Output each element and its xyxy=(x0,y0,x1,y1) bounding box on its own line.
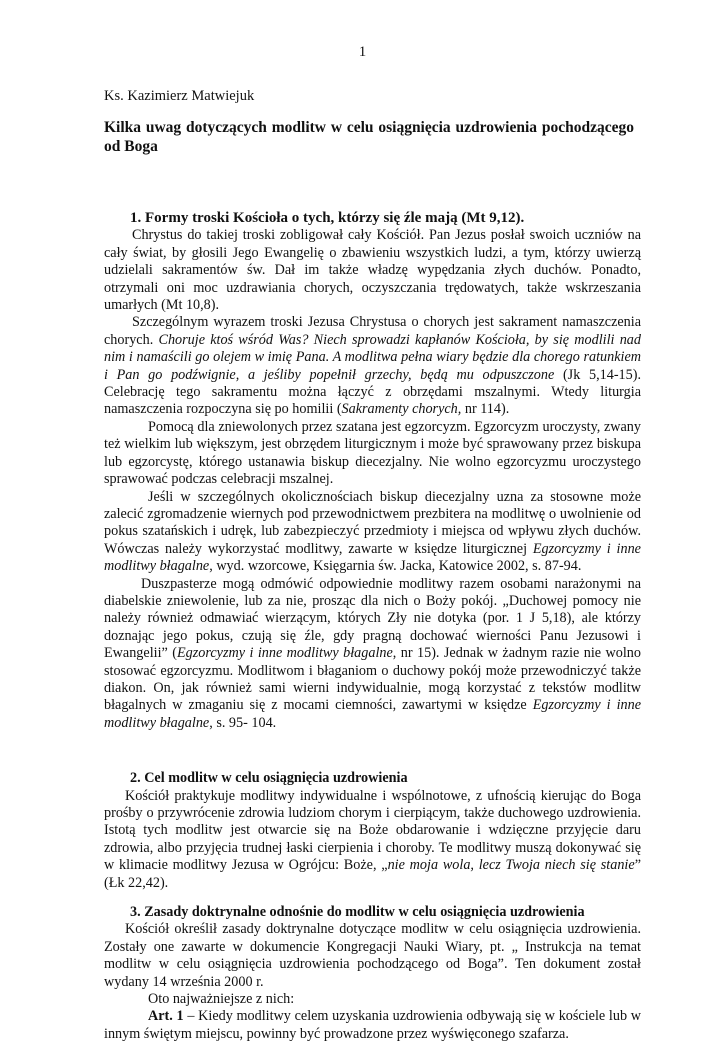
spacer xyxy=(104,732,641,770)
section-1-paragraph-5 xyxy=(104,576,641,733)
text-run: Kościół praktykuje modlitwy indywidualne i wspólnotowe, z ufnością kierując do Boga prośby o przywrócenie zdrowia ludziom chorym i cierpiącym, także duchowego uzdrowienia. Istotą tych modlitw jest otwarcie się na Boże obdarowanie i wdzięczne przyjęcie daru zdrowia, albo przyjęcia trudnej łaski cierpienia i choroby. Te modlitwy muszą dokonywać się w klimacie modlitwy Jezusa w Ogrójcu: Boże, „ xyxy=(104,787,641,874)
text-run: ” (Łk 22,42). xyxy=(104,857,641,891)
text-run: Szczególnym wyrazem troski Jezusa Chrystusa o chorych jest sakrament namaszczenia chorych. xyxy=(104,314,641,348)
section-1-heading: 1. Formy troski Kościoła o tych, którzy się źle mają (Mt 9,12). xyxy=(130,210,525,226)
quote-run: Choruje ktoś wśród Was? Niech sprowadzi kapłanów Kościoła, by się modlili nad nim i namaścili go olejem w imię Pana. A modlitwa pełna wiary będzie dla chorego ratunkiem i Pan go podźwignie, a jeśliby popełnił grzechy, będą mu odpuszczone xyxy=(104,331,641,383)
document-title: Kilka uwag dotyczących modlitw w celu osiągnięcia uzdrowienia pochodzącego od Boga xyxy=(104,119,634,155)
document-body xyxy=(104,210,641,1043)
author-name: Ks. Kazimierz Matwiejuk xyxy=(104,88,255,104)
article-label: Art. 1 xyxy=(148,1008,184,1025)
section-1-paragraph-2 xyxy=(104,314,641,418)
section-1-paragraph-3: Pomocą dla zniewolonych przez szatana jest egzorcyzm. Egzorcyzm uroczysty, zwany też wielkim lub większym, jest obrzędem liturgicznym i może być sprawowany przez biskupa lub egzorcystę, którego ustanawia biskup diecezjalny. Nie wolno egzorcyzmu uroczystego sprawować podczas celebracji mszalnej. xyxy=(104,418,641,488)
quote-run: nie moja wola, lecz Twoja niech się stanie xyxy=(387,857,635,874)
text-run: Jeśli w szczególnych okolicznościach biskup diecezjalny uzna za stosowne może zalecić zgromadzenie wiernych pod przewodnictwem prezbitera na modlitwę o uwolnienie od pokus szatańskich i udręk, lub zabezpieczyć przedmioty i miejsca od wpływu złych duchów. Wówczas należy wykorzystać modlitwy, zawarte w księdze liturgicznej xyxy=(104,488,641,557)
text-run: , wyd. wzorcowe, Księgarnia św. Jacka, Katowice 2002, s. 87-94. xyxy=(209,558,582,575)
text-run: nr 114). xyxy=(461,401,510,418)
section-2-heading: 2. Cel modlitw w celu osiągnięcia uzdrowienia xyxy=(130,770,408,787)
section-1-paragraph-1: Chrystus do takiej troski zobligował cały Kościół. Pan Jezus posłał swoich uczniów na cały świat, by głosili Jego Ewangelię o zbawieniu wszystkich ludzi, a tym, którzy uwierzą udzielali sakramentów św. Dał im także władzę wypędzania złych duchów. Ponadto, otrzymali oni moc uzdrawiania chorych, oczyszczania trędowatych, także wskrzeszania umarłych (Mt 10,8). xyxy=(104,227,641,314)
section-3-article-1 xyxy=(104,1008,641,1043)
section-3-heading: 3. Zasady doktrynalne odnośnie do modlitw w celu osiągnięcia uzdrowienia xyxy=(130,904,585,921)
spacer xyxy=(104,892,641,904)
citation-title: Egzorcyzmy i inne modlitwy błagalne xyxy=(104,540,641,575)
section-1-paragraph-4 xyxy=(104,489,641,576)
text-run: , nr 15). Jednak w żadnym razie nie wolno stosować egzorcyzmu. Modlitwom i błaganiom o duchowy pokój może przewodniczyć także diakon. On, jak również sami wierni indywidualnie, mogą korzystać z tekstów modlitw błagalnych w zmaganiu się z mocami ciemności, zawartymi w księdze xyxy=(104,645,641,714)
text-run: , s. 95- 104. xyxy=(209,714,277,731)
section-3-paragraph-1: Kościół określił zasady doktrynalne dotyczące modlitw w celu osiągnięcia uzdrowienia. Zostały one zawarte w dokumencie Kongregacji Nauki Wiary, pt. „ Instrukcja na temat modlitw w celu osiągnięcia uzdrowienia pochodzącego od Boga”. Ten dokument został wydany 14 września 2000 r. xyxy=(104,921,641,990)
page-number: 1 xyxy=(358,44,367,60)
text-run: Duszpasterze mogą odmówić odpowiednie modlitwy razem osobami narażonymi na diabelskie zniewolenie, lub za nie, prosząc dla nich o Boży pokój. „Duchowej pomocy nie należy również odmawiać wierzącym, których Zły nie dotyka (por. 1 J 5,18), ale którzy doznając jego pokus, czują się źle, gdy pragną dochować wierności Panu Jezusowi i Ewangelii” ( xyxy=(104,575,641,662)
section-2-paragraph-1 xyxy=(104,788,641,892)
text-run: – Kiedy modlitwy celem uzyskania uzdrowienia odbywają się w kościele lub w innym świętym miejscu, powinny być prowadzone przez wyświęconego szafarza. xyxy=(104,1008,641,1042)
citation-title: Egzorcyzmy i inne modlitwy błagalne xyxy=(176,645,393,662)
citation-title: Sakramenty chorych, xyxy=(341,401,462,418)
text-run: (Jk 5,14-15). Celebrację tego sakramentu można łączyć z obrzędami mszalnymi. Wtedy liturgia namaszczenia rozpoczyna się po homilii ( xyxy=(104,366,642,418)
citation-title: Egzorcyzmy i inne modlitwy błagalne xyxy=(104,697,641,731)
section-3-paragraph-2: Oto najważniejsze z nich: xyxy=(148,991,295,1008)
